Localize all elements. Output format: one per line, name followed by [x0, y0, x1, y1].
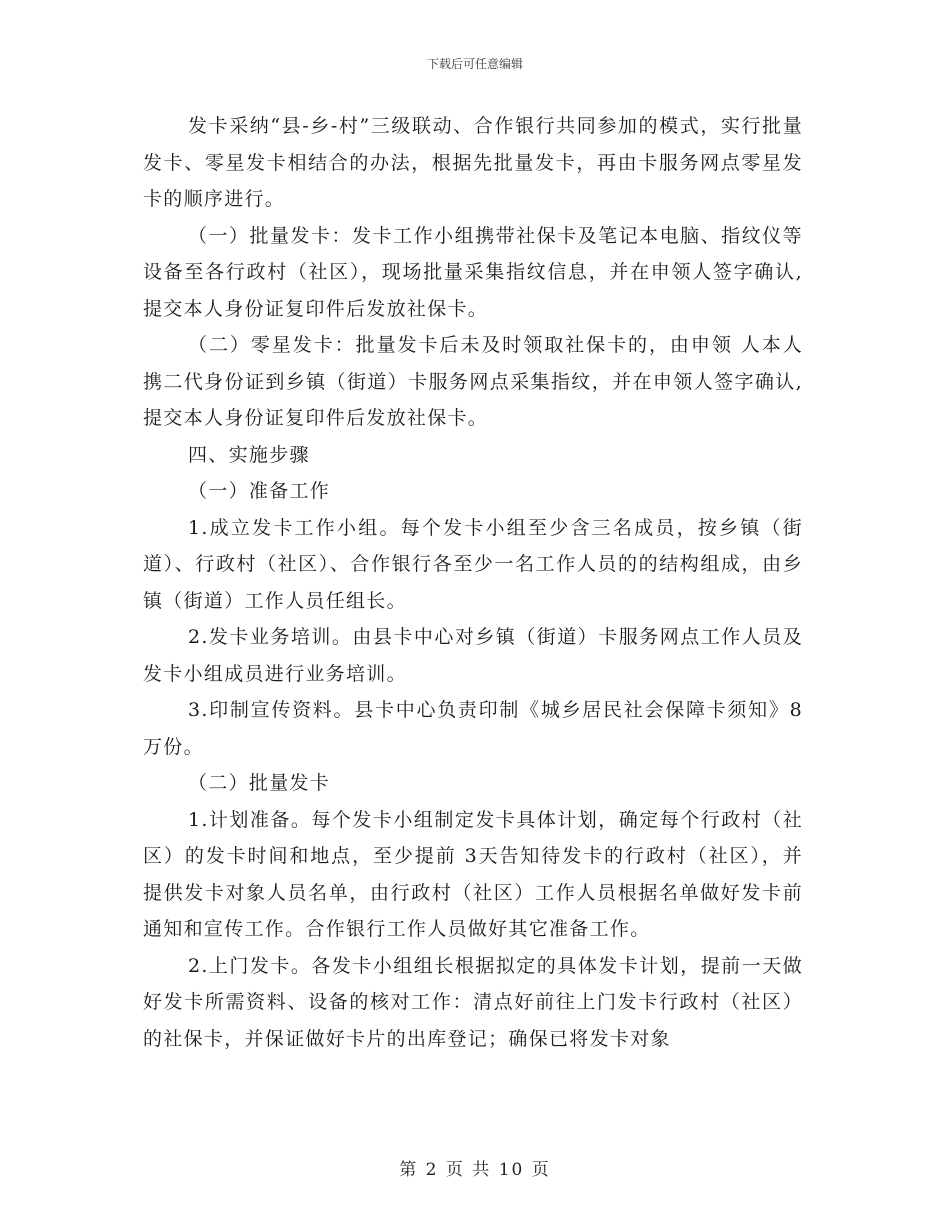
paragraph-card-issuing-mode: 发卡采纳“县-乡-村”三级联动、合作银行共同参加的模式，实行批量发卡、零星发卡相结合的办法，根据先批量发卡，再由卡服务网点零星发卡的顺序进行。 [143, 115, 803, 210]
paragraph-individual-issuing: （二）零星发卡：批量发卡后未及时领取社保卡的，由申领 人本人携二代身份证到乡镇（街道）卡服务网点采集指纹，并在申领人签字确认,提交本人身份证复印件后发放社保卡。 [143, 334, 803, 429]
paragraph-step-door-to-door: 2.上门发卡。各发卡小组组长根据拟定的具体发卡计划，提前一天做好发卡所需资料、设备的核对工作：清点好前往上门发卡行政村（社区）的社保卡，并保证做好卡片的出库登记；确保已将发卡对象 [143, 954, 803, 1050]
paragraph-step-form-team: 1.成立发卡工作小组。每个发卡小组至少含三名成员，按乡镇（街道）、行政村（社区）、合作银行各至少一名工作人员的的结构组成，由乡镇（街道）工作人员任组长。 [143, 516, 803, 612]
document-body [143, 108, 803, 1057]
paragraph-step-training: 2.发卡业务培训。由县卡中心对乡镇（街道）卡服务网点工作人员及发卡小组成员进行业务培训。 [143, 626, 803, 685]
paragraph-step-plan: 1.计划准备。每个发卡小组制定发卡具体计划，确定每个行政村（社区）的发卡时间和地点，至少提前 3天告知待发卡的行政村（社区），并提供发卡对象人员名单，由行政村（社区）工作人员根据名单做好发卡前通知和宣传工作。合作银行工作人员做好其它准备工作。 [143, 808, 803, 940]
section-heading-implementation-steps: 四、实施步骤 [188, 443, 310, 466]
page-header: 下载后可任意编辑 [426, 57, 523, 71]
paragraph-step-print-materials: 3.印制宣传资料。县卡中心负责印制《城乡居民社会保障卡须知》8万份。 [143, 699, 803, 758]
page-footer: 第 2 页 共 10 页 [399, 1160, 551, 1180]
paragraph-batch-issuing: （一）批量发卡：发卡工作小组携带社保卡及笔记本电脑、指纹仪等设备至各行政村（社区），现场批量采集指纹信息，并在申领人签字确认,提交本人身份证复印件后发放社保卡。 [143, 224, 803, 320]
subsection-heading-batch-issuing: （二）批量发卡 [188, 772, 331, 794]
subsection-heading-preparation: （一）准备工作 [188, 480, 331, 502]
